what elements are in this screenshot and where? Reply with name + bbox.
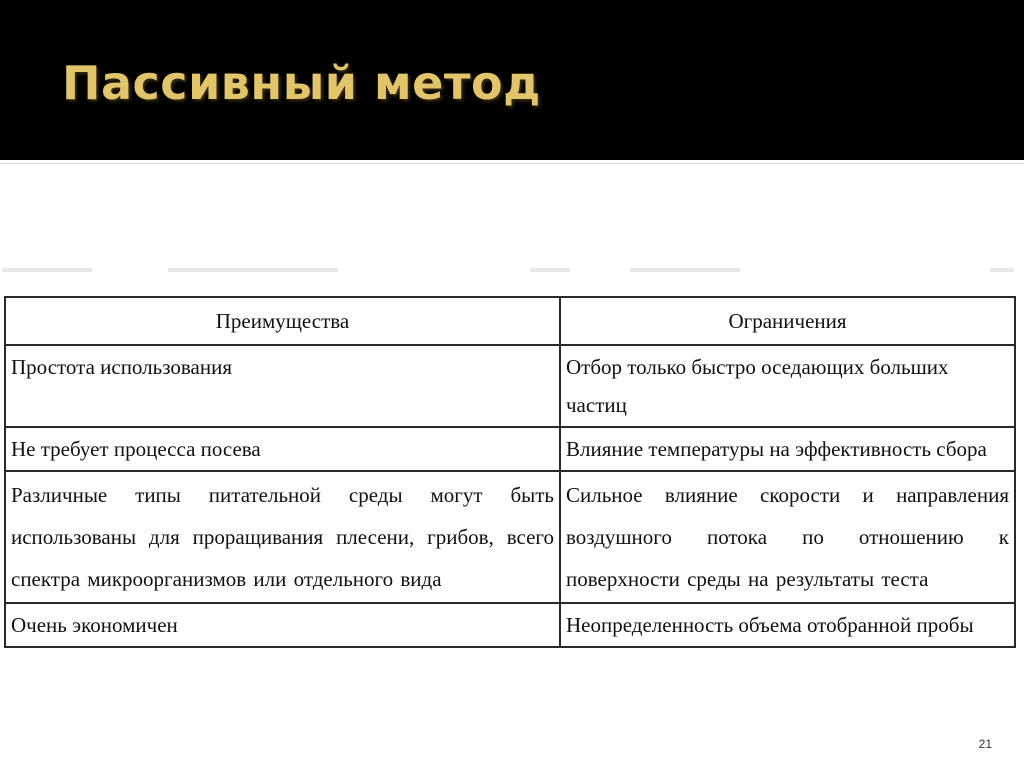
slide-header: [0, 0, 1024, 160]
slide-title: Пассивный метод: [62, 56, 541, 110]
table-row: [5, 603, 1015, 647]
table-row: [5, 471, 1015, 603]
comparison-table: [4, 296, 1016, 648]
scan-artifacts: [0, 262, 1024, 282]
limitation-cell: Сильное влияние скорости и направления воздушного потока по отношению к поверхности среды на результаты теста: [560, 471, 1015, 603]
column-header-limitations: Ограничения: [560, 297, 1015, 345]
advantage-cell: Очень экономичен: [5, 603, 560, 647]
advantage-cell: Различные типы питательной среды могут быть использованы для проращивания плесени, грибов, всего спектра микроорганизмов или отдельного вида: [5, 471, 560, 603]
advantage-cell: Не требует процесса посева: [5, 427, 560, 471]
header-divider: [0, 163, 1024, 164]
advantage-cell: Простота использования: [5, 345, 560, 427]
page-number: 21: [978, 737, 992, 751]
comparison-table-container: [4, 296, 1014, 637]
limitation-cell: Влияние температуры на эффективность сбора: [560, 427, 1015, 471]
table-header-row: [5, 297, 1015, 345]
table-row: [5, 427, 1015, 471]
limitation-cell: Неопределенность объема отобранной пробы: [560, 603, 1015, 647]
limitation-cell: Отбор только быстро оседающих больших частиц: [560, 345, 1015, 427]
table-row: [5, 345, 1015, 427]
column-header-advantages: Преимущества: [5, 297, 560, 345]
